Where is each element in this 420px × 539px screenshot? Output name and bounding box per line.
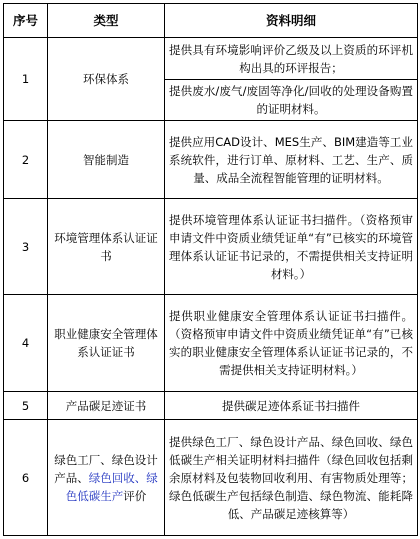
row-type: 环保体系 (48, 38, 165, 121)
table-row (4, 38, 418, 80)
header-no: 序号 (4, 4, 48, 38)
row-no: 2 (4, 121, 48, 199)
row-no: 3 (4, 199, 48, 295)
table-row (4, 420, 418, 536)
materials-table (3, 3, 418, 536)
header-row (4, 4, 418, 38)
header-details: 资料明细 (165, 4, 418, 38)
row-no: 6 (4, 420, 48, 536)
row-type: 环境管理体系认证证书 (48, 199, 165, 295)
row-type: 产品碳足迹证书 (48, 392, 165, 420)
table-row (4, 392, 418, 420)
row-detail: 提供职业健康安全管理体系认证证书扫描件。（资格预审申请文件中资质业绩凭证单“有”已核实的职业健康安全管理体系认证证书记录的，不需提供相关支持证明材料。） (165, 295, 418, 392)
table-row (4, 199, 418, 295)
row-no: 5 (4, 392, 48, 420)
header-type: 类型 (48, 4, 165, 38)
row-detail: 提供具有环境影响评价乙级及以上资质的环评机构出具的环评报告； (165, 38, 418, 80)
row-no: 1 (4, 38, 48, 121)
table-row (4, 295, 418, 392)
row-type (48, 420, 165, 536)
row-detail: 提供环境管理体系认证证书扫描件。（资格预审申请文件中资质业绩凭证单“有”已核实的环境管理体系认证证书记录的，不需提供相关支持证明材料。） (165, 199, 418, 295)
table-row (4, 121, 418, 199)
row-detail: 提供废水/废气/废固等净化/回收的处理设备购置的证明材料。 (165, 80, 418, 121)
type-text-highlight: 绿色回收、绿色低碳生产 (65, 470, 158, 503)
row-detail: 提供绿色工厂、绿色设计产品、绿色回收、绿色低碳生产相关证明材料扫描件（绿色回收包括剩余原材料及包装物回收利用、有害物质处理等；绿色低碳生产包括绿色制造、绿色物流、能耗降低、产品碳足迹核算等） (165, 420, 418, 536)
row-type: 职业健康安全管理体系认证证书 (48, 295, 165, 392)
row-detail: 提供碳足迹体系证书扫描件 (165, 392, 418, 420)
row-type: 智能制造 (48, 121, 165, 199)
row-no: 4 (4, 295, 48, 392)
type-text: 绿色工厂、绿色设计产品、 (54, 452, 158, 485)
row-detail: 提供应用CAD设计、MES生产、BIM建造等工业系统软件，进行订单、原材料、工艺、生产、质量、成品全流程智能管理的证明材料。 (165, 121, 418, 199)
type-text-tail: 评价 (123, 488, 147, 503)
